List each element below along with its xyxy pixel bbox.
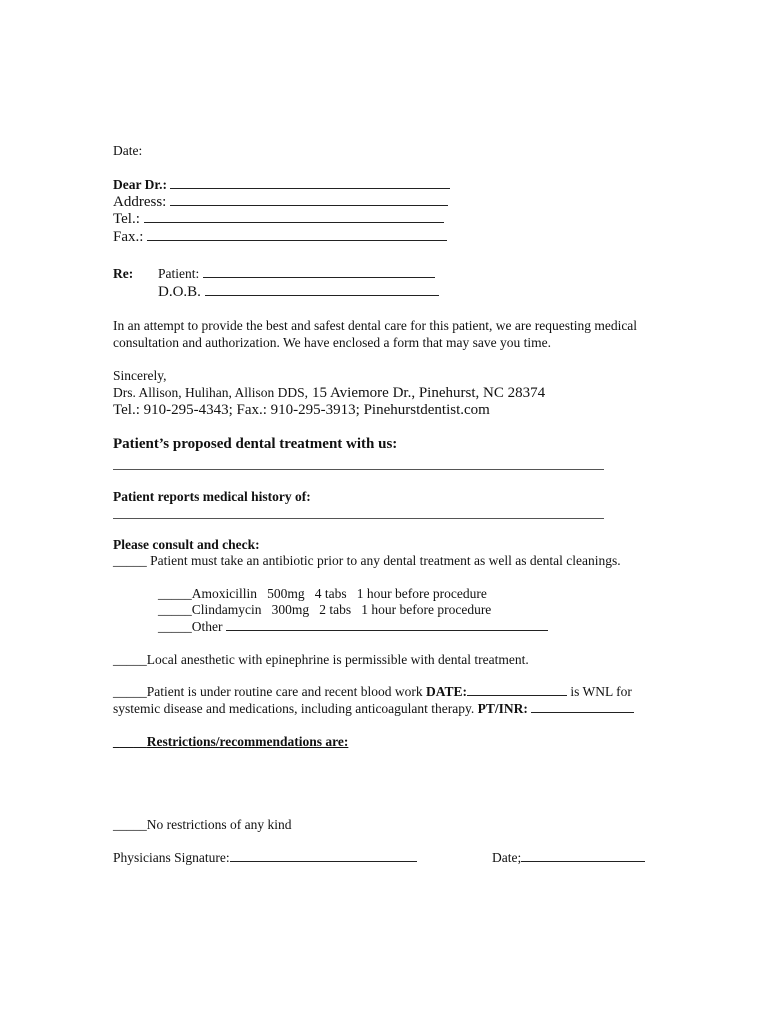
antibiotic-text: Patient must take an antibiotic prior to any dental treatment as well as dental cleanings. (150, 553, 621, 568)
history-heading: Patient reports medical history of: (113, 489, 311, 504)
restrictions-checkbox[interactable]: _____ (113, 734, 147, 749)
restrictions-row (113, 734, 348, 750)
tel-label: Tel.: (113, 211, 140, 227)
intro-line-2: consultation and authorization. We have enclosed a form that may save you time. (113, 335, 552, 350)
bloodwork-date-label: DATE: (426, 684, 468, 699)
local-anesthetic-text: Local anesthetic with epinephrine is permissible with dental treatment. (146, 652, 529, 667)
dear-dr-label: Dear Dr.: (113, 177, 167, 192)
address-row (113, 194, 448, 211)
signer-line (113, 384, 545, 402)
routine-care-text-2: systemic disease and medications, including anticoagulant therapy. (113, 701, 475, 716)
local-anesthetic-row (113, 652, 529, 668)
dob-label: D.O.B. (158, 284, 201, 300)
address-field[interactable] (170, 204, 448, 206)
dob-field[interactable] (205, 294, 439, 296)
history-line[interactable] (113, 518, 604, 519)
wnl-text: is WNL for (570, 684, 632, 699)
no-restrictions-text: No restrictions of any kind (146, 817, 292, 832)
dob-row (158, 284, 439, 301)
dear-dr-field[interactable] (170, 187, 450, 189)
dear-dr-row (113, 177, 450, 193)
signature-row (113, 850, 417, 866)
contact-line: Tel.: 910-295-4343; Fax.: 910-295-3913; Pinehurstdentist.com (113, 402, 490, 418)
fax-row (113, 229, 447, 246)
fax-label: Fax.: (113, 229, 144, 245)
intro-line-1: In an attempt to provide the best and safest dental care for this patient, we are requesting medical (113, 318, 638, 333)
antibiotic-checkbox[interactable]: _____ (113, 553, 147, 568)
no-restrictions-row (113, 817, 291, 833)
signer-names: Drs. Allison, Hulihan, Allison DDS, (113, 385, 309, 400)
restrictions-label: Restrictions/recommendations are: (146, 734, 349, 749)
treatment-heading: Patient’s proposed dental treatment with us: (113, 436, 398, 452)
signer-address: 15 Aviemore Dr., Pinehurst, NC 28374 (312, 385, 546, 401)
date2-field[interactable] (521, 860, 645, 862)
bloodwork-date-field[interactable] (467, 694, 567, 696)
date-label: Date: (113, 143, 143, 158)
routine-care-row (113, 684, 632, 700)
routine-care-text: Patient is under routine care and recent blood work (146, 684, 423, 699)
no-restrictions-checkbox[interactable]: _____ (113, 817, 147, 832)
patient-row (158, 266, 435, 282)
other-text: Other (191, 619, 223, 634)
sincerely: Sincerely, (113, 368, 167, 383)
clindamycin-text: Clindamycin 300mg 2 tabs 1 hour before procedure (191, 602, 492, 617)
ptinr-label: PT/INR: (477, 701, 528, 716)
clindamycin-checkbox[interactable]: _____ (158, 602, 192, 617)
amoxicillin-row (158, 586, 487, 602)
tel-field[interactable] (144, 221, 444, 223)
clindamycin-row (158, 602, 491, 618)
re-label: Re: (113, 266, 134, 281)
local-anesthetic-checkbox[interactable]: _____ (113, 652, 147, 667)
fax-field[interactable] (147, 239, 447, 241)
ptinr-field[interactable] (531, 711, 634, 713)
routine-care-row-2 (113, 701, 634, 717)
signature-field[interactable] (230, 860, 417, 862)
tel-row (113, 211, 444, 228)
date2-label: Date; (492, 850, 522, 865)
signature-label: Physicians Signature: (113, 850, 230, 865)
other-checkbox[interactable]: _____ (158, 619, 192, 634)
address-label: Address: (113, 194, 167, 210)
patient-field[interactable] (203, 276, 435, 278)
other-row (158, 619, 548, 635)
date2-row (492, 850, 645, 866)
amoxicillin-checkbox[interactable]: _____ (158, 586, 192, 601)
amoxicillin-text: Amoxicillin 500mg 4 tabs 1 hour before procedure (191, 586, 487, 601)
antibiotic-row (113, 553, 621, 569)
other-field[interactable] (226, 629, 548, 631)
treatment-line[interactable] (113, 469, 604, 470)
patient-label: Patient: (158, 266, 200, 281)
consult-heading: Please consult and check: (113, 537, 260, 552)
routine-care-checkbox[interactable]: _____ (113, 684, 147, 699)
